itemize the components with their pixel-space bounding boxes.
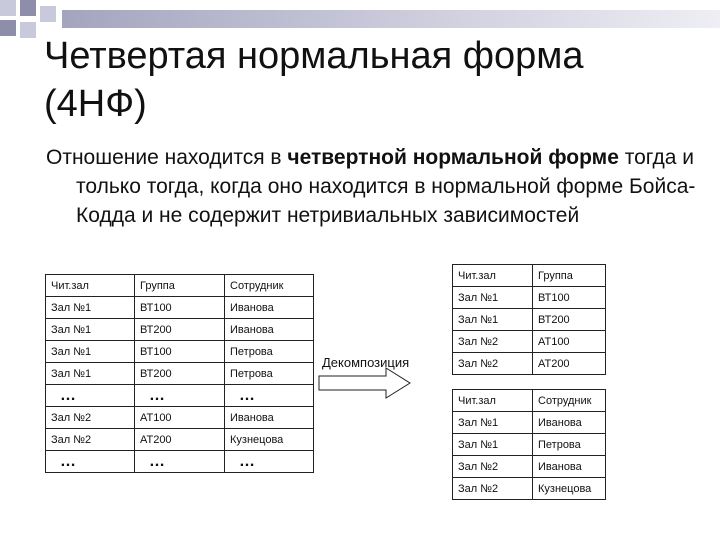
table-row xyxy=(453,412,606,434)
table-cell: Петрова xyxy=(225,341,314,363)
table-cell: Иванова xyxy=(533,456,606,478)
table-header-cell: Чит.зал xyxy=(453,265,533,287)
table-cell: Петрова xyxy=(533,434,606,456)
table-cell: Зал №2 xyxy=(453,353,533,375)
slide-title-line2: (4НФ) xyxy=(44,83,147,125)
table-cell: Зал №2 xyxy=(453,456,533,478)
table-header-row xyxy=(453,265,606,287)
table-row xyxy=(46,297,314,319)
table-cell: Зал №1 xyxy=(46,297,135,319)
table-cell: Зал №1 xyxy=(46,363,135,385)
ellipsis-cell: … xyxy=(46,385,135,407)
table-row xyxy=(453,434,606,456)
table-cell: ВТ100 xyxy=(135,297,225,319)
table-header-row xyxy=(453,390,606,412)
table-cell: АТ200 xyxy=(533,353,606,375)
ellipsis-cell: … xyxy=(225,451,314,473)
table-row xyxy=(453,478,606,500)
table-cell: Зал №1 xyxy=(453,287,533,309)
table-cell: Иванова xyxy=(225,297,314,319)
table-cell: АТ200 xyxy=(135,429,225,451)
ellipsis-cell: … xyxy=(135,385,225,407)
decor-square xyxy=(0,0,16,16)
table-cell: ВТ200 xyxy=(533,309,606,331)
table-row xyxy=(46,341,314,363)
table-header-cell: Чит.зал xyxy=(453,390,533,412)
table-row xyxy=(46,319,314,341)
table-header-row xyxy=(46,275,314,297)
definition-bold-term: четвертной нормальной форме xyxy=(287,146,619,169)
table-cell: АТ100 xyxy=(135,407,225,429)
table-cell: Зал №1 xyxy=(46,319,135,341)
main-relation-table xyxy=(45,274,314,473)
group-relation-table xyxy=(452,264,606,375)
table-row xyxy=(453,309,606,331)
definition-part-1: Отношение находится в xyxy=(46,146,288,169)
table-row xyxy=(46,407,314,429)
table-cell: Зал №1 xyxy=(46,341,135,363)
ellipsis-cell: … xyxy=(225,385,314,407)
table-cell: Зал №1 xyxy=(453,309,533,331)
decomposition-label: Декомпозиция xyxy=(322,355,410,370)
table-cell: ВТ100 xyxy=(135,341,225,363)
table-row-ellipsis xyxy=(46,385,314,407)
slide-title xyxy=(44,32,704,128)
table-row xyxy=(46,363,314,385)
table-cell: Кузнецова xyxy=(225,429,314,451)
table-cell: ВТ200 xyxy=(135,319,225,341)
table-cell: Зал №2 xyxy=(453,478,533,500)
title-bar-decoration xyxy=(62,10,720,28)
table-row xyxy=(453,287,606,309)
table-row xyxy=(453,456,606,478)
table-header-cell: Чит.зал xyxy=(46,275,135,297)
table-cell: Иванова xyxy=(225,407,314,429)
table-header-cell: Группа xyxy=(135,275,225,297)
table-row xyxy=(453,331,606,353)
table-cell: ВТ200 xyxy=(135,363,225,385)
definition-text xyxy=(46,143,716,230)
table-cell: Зал №1 xyxy=(453,434,533,456)
table-row xyxy=(46,429,314,451)
table-cell: Зал №2 xyxy=(453,331,533,353)
table-cell: Петрова xyxy=(225,363,314,385)
table-cell: АТ100 xyxy=(533,331,606,353)
table-cell: Иванова xyxy=(225,319,314,341)
table-row-ellipsis xyxy=(46,451,314,473)
arrow-right-icon xyxy=(318,366,412,400)
table-cell: Кузнецова xyxy=(533,478,606,500)
ellipsis-cell: … xyxy=(135,451,225,473)
ellipsis-cell: … xyxy=(46,451,135,473)
table-header-cell: Сотрудник xyxy=(225,275,314,297)
table-cell: Зал №2 xyxy=(46,429,135,451)
table-row xyxy=(453,353,606,375)
decor-square xyxy=(40,6,56,22)
employee-relation-table xyxy=(452,389,606,500)
table-cell: ВТ100 xyxy=(533,287,606,309)
decor-square xyxy=(20,22,36,38)
slide-title-line1: Четвертая нормальная форма xyxy=(44,35,584,77)
table-header-cell: Группа xyxy=(533,265,606,287)
decor-square xyxy=(0,20,16,36)
table-header-cell: Сотрудник xyxy=(533,390,606,412)
decor-square xyxy=(20,0,36,16)
table-cell: Иванова xyxy=(533,412,606,434)
table-cell: Зал №2 xyxy=(46,407,135,429)
table-cell: Зал №1 xyxy=(453,412,533,434)
definition-part-2: тогда и только тогда, когда оно находится в нормальной форме Бойса-Кодда и не содержит нетривиальных зависимостей xyxy=(76,146,696,227)
